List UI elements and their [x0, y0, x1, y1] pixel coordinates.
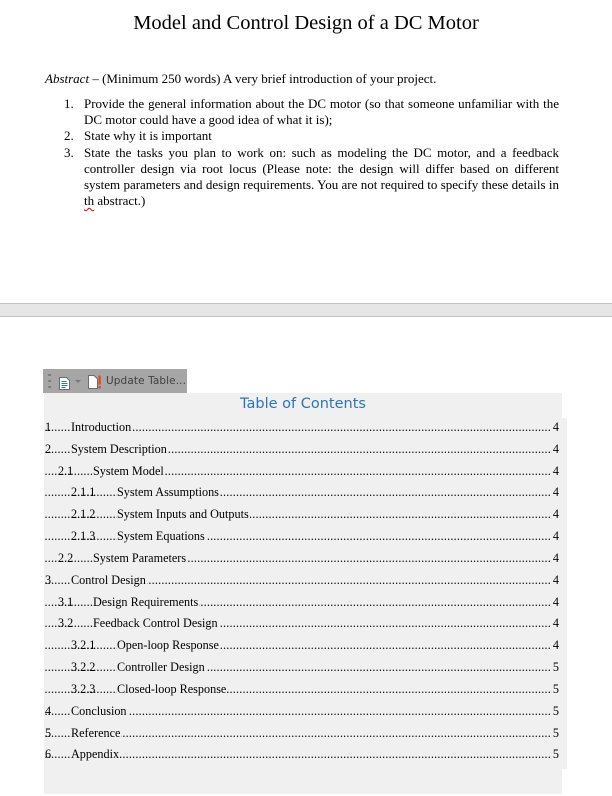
toc-entry-title: System Description [71, 442, 167, 456]
list-number: 3. [64, 144, 74, 160]
toc-entry-page: 5 [552, 660, 559, 674]
abstract-text: – (Minimum 250 words) A very brief introduction of your project. [89, 71, 437, 86]
toc-entry-page: 5 [552, 704, 559, 718]
toc-entry-number: 2.2 [58, 551, 74, 565]
chevron-down-icon[interactable] [75, 380, 81, 383]
toc-entry-page: 5 [552, 682, 559, 696]
update-table-button[interactable]: Update Table... [106, 375, 187, 387]
toc-entry-number: 3.2.3 [71, 682, 96, 696]
toc-entry-title: Introduction [71, 420, 132, 434]
toc-entry-title: Control Design [71, 573, 146, 587]
toc-entry[interactable] [44, 659, 559, 675]
toc-entry-page: 4 [552, 638, 559, 652]
toc-entry[interactable] [44, 703, 559, 719]
abstract-item-text-end: abstract.) [94, 193, 146, 209]
abstract-item[interactable] [45, 145, 559, 210]
drag-grip-icon[interactable] [48, 374, 51, 388]
toc-entry-title: Conclusion [71, 704, 127, 718]
toc-entry[interactable] [44, 419, 559, 435]
spelling-error-word[interactable]: th [84, 193, 95, 209]
toc-entry-title: System Parameters [93, 551, 187, 565]
toc-entry[interactable] [44, 528, 559, 544]
page-break-gap [0, 303, 612, 317]
toc-entry-page: 4 [552, 595, 559, 609]
abstract-item-text: State why it is important [84, 128, 212, 144]
abstract-item-text: Provide the general information about the DC motor (so that someone unfamiliar with the DC motor could have a good idea of what it is); [84, 96, 559, 128]
toc-entry-number: 1 [45, 420, 52, 434]
toc-entry-page: 4 [552, 442, 559, 456]
toc-entry-title: Reference [71, 726, 121, 740]
toc-entry-page: 5 [552, 726, 559, 740]
toc-entry[interactable] [44, 637, 559, 653]
abstract-list [45, 96, 559, 209]
toc-entry-number: 2.1 [58, 464, 74, 478]
abstract-item[interactable] [45, 96, 559, 128]
toc-entry-title: System Equations [117, 529, 205, 543]
toc-entry-title: Feedback Control Design [93, 616, 218, 630]
abstract-item-text: State the tasks you plan to work on: such as modeling the DC motor, and a feedback controller design via root locus (Please note: the design will differ based on different system parameters and design requirements. You are not required to specify these details in [84, 144, 559, 193]
toc-entry-title: Design Requirements [93, 595, 199, 609]
toc-entry[interactable] [44, 615, 559, 631]
document-title[interactable]: Model and Control Design of a DC Motor [133, 12, 479, 34]
toc-entry-title: Closed-loop Response [117, 682, 227, 696]
toc-entry-number: 3.2 [58, 616, 74, 630]
toc-entry[interactable] [44, 746, 559, 762]
toc-entry[interactable] [44, 484, 559, 500]
toc-entry-number: 3.2.1 [71, 638, 96, 652]
toc-entry-number: 5 [45, 726, 52, 740]
toc-entry-title: Open-loop Response [117, 638, 219, 652]
toc-entry-title: System Model [93, 464, 164, 478]
toc-entry-number: 2.1.2 [71, 507, 96, 521]
toc-content-control-toolbar [43, 369, 187, 393]
toc-entry[interactable] [44, 550, 559, 566]
abstract-intro[interactable] [45, 71, 436, 87]
toc-entry[interactable] [44, 463, 559, 479]
toc-entry-page: 4 [552, 616, 559, 630]
toc-entry-number: 6 [45, 747, 52, 761]
toc-entry-number: 2.1.1 [71, 485, 96, 499]
toc-entry-page: 4 [552, 464, 559, 478]
toc-entry-page: 4 [552, 551, 559, 565]
toc-entry[interactable] [44, 594, 559, 610]
toc-entry-page: 4 [552, 507, 559, 521]
toc-entry[interactable] [44, 506, 559, 522]
toc-entry-number: 4 [45, 704, 52, 718]
abstract-item[interactable] [45, 128, 559, 144]
toc-entry-number: 3.2.2 [71, 660, 96, 674]
toc-entry[interactable] [44, 681, 559, 697]
toc-entry-page: 4 [552, 420, 559, 434]
toc-entry-title: Controller Design [117, 660, 205, 674]
toc-entry-page: 5 [552, 747, 559, 761]
toc-entry-number: 3 [45, 573, 52, 587]
toc-entry-page: 4 [552, 485, 559, 499]
toc-entry[interactable] [44, 441, 559, 457]
page-1 [0, 0, 612, 303]
toc-entry-number: 2 [45, 442, 52, 456]
toc-entry-page: 4 [552, 529, 559, 543]
toc-entry[interactable] [44, 572, 559, 588]
toc-trailing-area [44, 769, 562, 794]
document-lines-icon[interactable] [59, 375, 70, 388]
toc-entry-title: System Assumptions [117, 485, 219, 499]
toc-entry-page: 4 [552, 573, 559, 587]
abstract-label: Abstract [45, 71, 90, 86]
toc-entry-title: System Inputs and Outputs [117, 507, 249, 521]
list-number: 2. [64, 128, 74, 144]
toc-entry[interactable] [44, 725, 559, 741]
toc-entry-number: 3.1 [58, 595, 74, 609]
page-exclamation-icon[interactable] [88, 374, 102, 388]
list-number: 1. [64, 96, 74, 111]
toc-entry-title: Appendix [71, 747, 120, 761]
toc-entry-number: 2.1.3 [71, 529, 96, 543]
toc-heading: Table of Contents [240, 396, 366, 412]
